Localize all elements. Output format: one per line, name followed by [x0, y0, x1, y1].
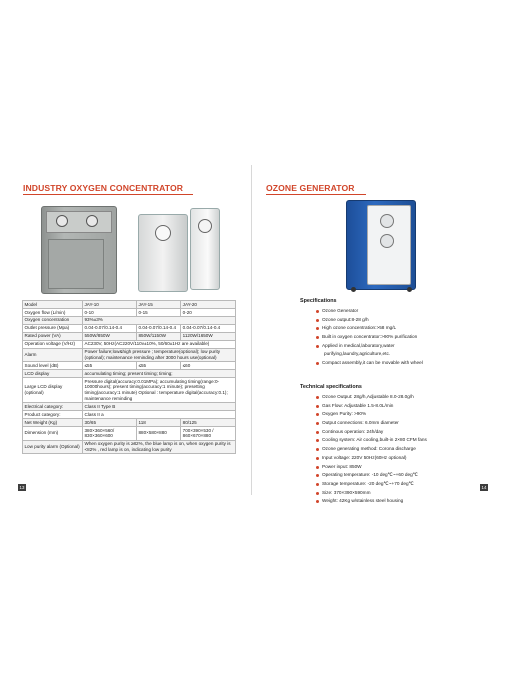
table-row-label: Outlet pressure (Mpa) — [23, 324, 83, 332]
table-row — [23, 348, 236, 362]
table-cell: 0.04-0.07/0.14-0.4 — [181, 324, 236, 332]
table-cell: AC230V, 50Hz(AC220V/110v±10%, 50/60±1Hz are available) — [83, 340, 236, 348]
table-cell: When oxygen purity is ≥82%, the blue lamp is on, when oxygen purity is <82% , red lamp is on, indicating low purity — [83, 440, 236, 454]
list-item — [316, 428, 427, 437]
oxygen-concentrator-image-jay15 — [138, 214, 188, 292]
list-item-text: Output connections: 6.0mm diameter — [322, 420, 399, 426]
list-item — [316, 307, 423, 316]
list-item — [316, 497, 427, 506]
table-row — [23, 426, 236, 440]
page-number-left: 13 — [19, 485, 25, 490]
table-cell: 0-20 — [181, 308, 236, 316]
page-fold — [251, 165, 252, 495]
page-number-right: 14 — [481, 485, 487, 490]
specifications-list — [316, 307, 423, 368]
ozone-generator-title: OZONE GENERATOR — [266, 183, 355, 193]
list-item — [316, 445, 427, 454]
table-row-label: Oxygen flow (L/min) — [23, 308, 83, 316]
table-row — [23, 332, 236, 340]
table-row — [23, 378, 236, 403]
title-underline — [266, 194, 366, 195]
list-item — [316, 316, 423, 325]
bullet-icon — [316, 396, 319, 399]
oxygen-concentrator-title: INDUSTRY OXYGEN CONCENTRATOR — [23, 183, 184, 193]
table-cell: 380×360×560/ 830×360×600 — [83, 426, 137, 440]
table-cell: 1120W/1650W — [181, 332, 236, 340]
table-cell: 550W/850W — [83, 332, 137, 340]
specifications-heading: Specifications — [300, 298, 337, 304]
bullet-icon — [316, 405, 319, 408]
table-row-label: LCD display — [23, 370, 83, 378]
list-item-text: Operating temperature: -10 deg℃~+60 deg℃ — [322, 472, 419, 478]
table-row — [23, 308, 236, 316]
table-cell: JAY-15 — [136, 301, 180, 309]
bullet-icon — [316, 336, 319, 339]
list-item-text: Power input: 850W — [322, 463, 362, 469]
list-item-text: Ozone Output: 28g/h,Adjustable 8.0-28.0g/h — [322, 394, 414, 399]
list-item-text: Cooling system: Air cooling,built-in 2×80 CFM fans — [322, 437, 427, 443]
list-item — [316, 410, 427, 419]
list-item — [316, 333, 423, 342]
bullet-icon — [316, 483, 319, 486]
table-cell: JAY-10 — [83, 301, 137, 309]
bullet-icon — [316, 500, 319, 503]
table-row-label: Dimension (mm) — [23, 426, 83, 440]
bullet-icon — [316, 431, 319, 434]
table-cell: 700×390×530 / 860×670×880 — [181, 426, 236, 440]
table-cell: JAY-20 — [181, 301, 236, 309]
table-row — [23, 440, 236, 454]
list-item-text: purifying,laundry,agriculture,etc. — [324, 351, 391, 357]
bullet-icon — [316, 492, 319, 495]
table-row — [23, 370, 236, 378]
bullet-icon — [316, 466, 319, 469]
list-item — [316, 359, 423, 368]
table-row — [23, 301, 236, 309]
list-item — [316, 480, 427, 489]
list-item-text: High ozone concentration:>58 mg/L — [322, 325, 397, 331]
bullet-icon — [316, 345, 319, 348]
bullet-icon — [316, 439, 319, 442]
table-cell: 93%±3% — [83, 316, 236, 324]
list-item — [316, 350, 423, 359]
table-cell: 30/65 — [83, 419, 137, 427]
list-item-text: Built in oxygen concentrator:>90% purification — [322, 334, 418, 340]
oxygen-concentrator-image-jay20 — [190, 208, 220, 290]
list-item-text: Ozone Generator — [322, 308, 359, 313]
table-row-label: Low purity alarm (Optional) — [23, 440, 83, 454]
list-item — [316, 489, 427, 498]
table-cell: 0-15 — [136, 308, 180, 316]
list-item — [316, 454, 427, 463]
list-item-text: Applied in medical,laboratory,water — [322, 342, 395, 348]
bullet-icon — [316, 448, 319, 451]
table-row-label: Alarm — [23, 348, 83, 362]
list-item — [316, 402, 427, 411]
bullet-icon — [316, 413, 319, 416]
table-row-label: Net Weight (Kg) — [23, 419, 83, 427]
table-cell: 0.04-0.07/0.14-0.4 — [83, 324, 137, 332]
bullet-icon — [316, 422, 319, 425]
list-item — [316, 393, 427, 402]
table-cell: Pressure digital(accuracy:0.01MPa); accumulating timing(range:0-10000hours); present timing(accuracy:1 minute); presetting timing(accuracy:1 minute) Optional : temperature digital(accuracy:0.1); maintenance reminding — [83, 378, 236, 403]
table-cell: ≤60 — [181, 362, 236, 370]
table-cell: 0.04-0.07/0.14-0.4 — [136, 324, 180, 332]
list-item-text: Input voltage: 220V 50Hz(60Hz optional) — [322, 454, 407, 460]
list-item — [316, 471, 427, 480]
table-cell: 880×580×880 — [136, 426, 180, 440]
list-item — [316, 463, 427, 472]
list-item-text: Size: 370×390×590mm — [322, 489, 371, 495]
table-row — [23, 403, 236, 411]
table-cell: 118 — [136, 419, 180, 427]
table-row — [23, 340, 236, 348]
list-item-text: Storage temperature: -20 deg℃~+70 deg℃ — [322, 480, 414, 486]
list-item-text: Gas Flow: Adjustable 1.5-8.0L/min — [322, 402, 394, 408]
list-item — [316, 324, 423, 333]
table-row-label: Large LCD display (optional) — [23, 378, 83, 403]
bullet-icon — [316, 319, 319, 322]
table-row — [23, 419, 236, 427]
table-cell: 80/125 — [181, 419, 236, 427]
table-row-label: Rated power (VA) — [23, 332, 83, 340]
table-row — [23, 411, 236, 419]
table-cell: accumulating timing; present timing; timing; — [83, 370, 236, 378]
table-row — [23, 316, 236, 324]
table-row-label: Operation voltage (V/Hz) — [23, 340, 83, 348]
list-item-text: Ozone generating method: Corona discharge — [322, 446, 416, 452]
title-underline — [23, 194, 193, 195]
ozone-generator-image — [346, 200, 416, 290]
table-row-label: Product category: — [23, 411, 83, 419]
bullet-icon — [316, 327, 319, 330]
bullet-icon — [316, 362, 319, 365]
table-row-label: Electrical category: — [23, 403, 83, 411]
table-row-label: Oxygen concentration — [23, 316, 83, 324]
list-item-text: Ozone output:8-28 g/h — [322, 316, 369, 322]
table-row — [23, 324, 236, 332]
list-item-text: Weight: 42Kg w/stainless steel housing — [322, 498, 404, 504]
table-cell: Power failure;low&high pressure ; temperature(optional); low purity (optional); maintenance reminding after 3000 hours use(optional) — [83, 348, 236, 362]
table-cell: ≤55 — [136, 362, 180, 370]
table-cell: ≤55 — [83, 362, 137, 370]
technical-specifications-heading: Technical specifications — [300, 384, 362, 390]
list-item-text: Continous operation: 24h/day — [322, 428, 384, 434]
table-cell: 850W/1150W — [136, 332, 180, 340]
list-item-text: Oxygen Purity: >90% — [322, 411, 367, 417]
table-cell: Class II Type B — [83, 403, 236, 411]
table-cell: Class II a — [83, 411, 236, 419]
bullet-icon — [316, 474, 319, 477]
list-item-text: Compact assembly,it can be movable with wheel — [322, 360, 423, 366]
table-row-label: Sound level (dB) — [23, 362, 83, 370]
oxygen-concentrator-image-jay10 — [41, 206, 117, 294]
table-cell: 0-10 — [83, 308, 137, 316]
bullet-icon — [316, 310, 319, 313]
list-item — [316, 436, 427, 445]
list-item — [316, 419, 427, 428]
bullet-icon — [316, 457, 319, 460]
technical-specifications-list — [316, 393, 427, 506]
oxygen-concentrator-spec-table — [22, 300, 236, 454]
list-item — [316, 342, 423, 351]
table-row-label: Model — [23, 301, 83, 309]
table-row — [23, 362, 236, 370]
